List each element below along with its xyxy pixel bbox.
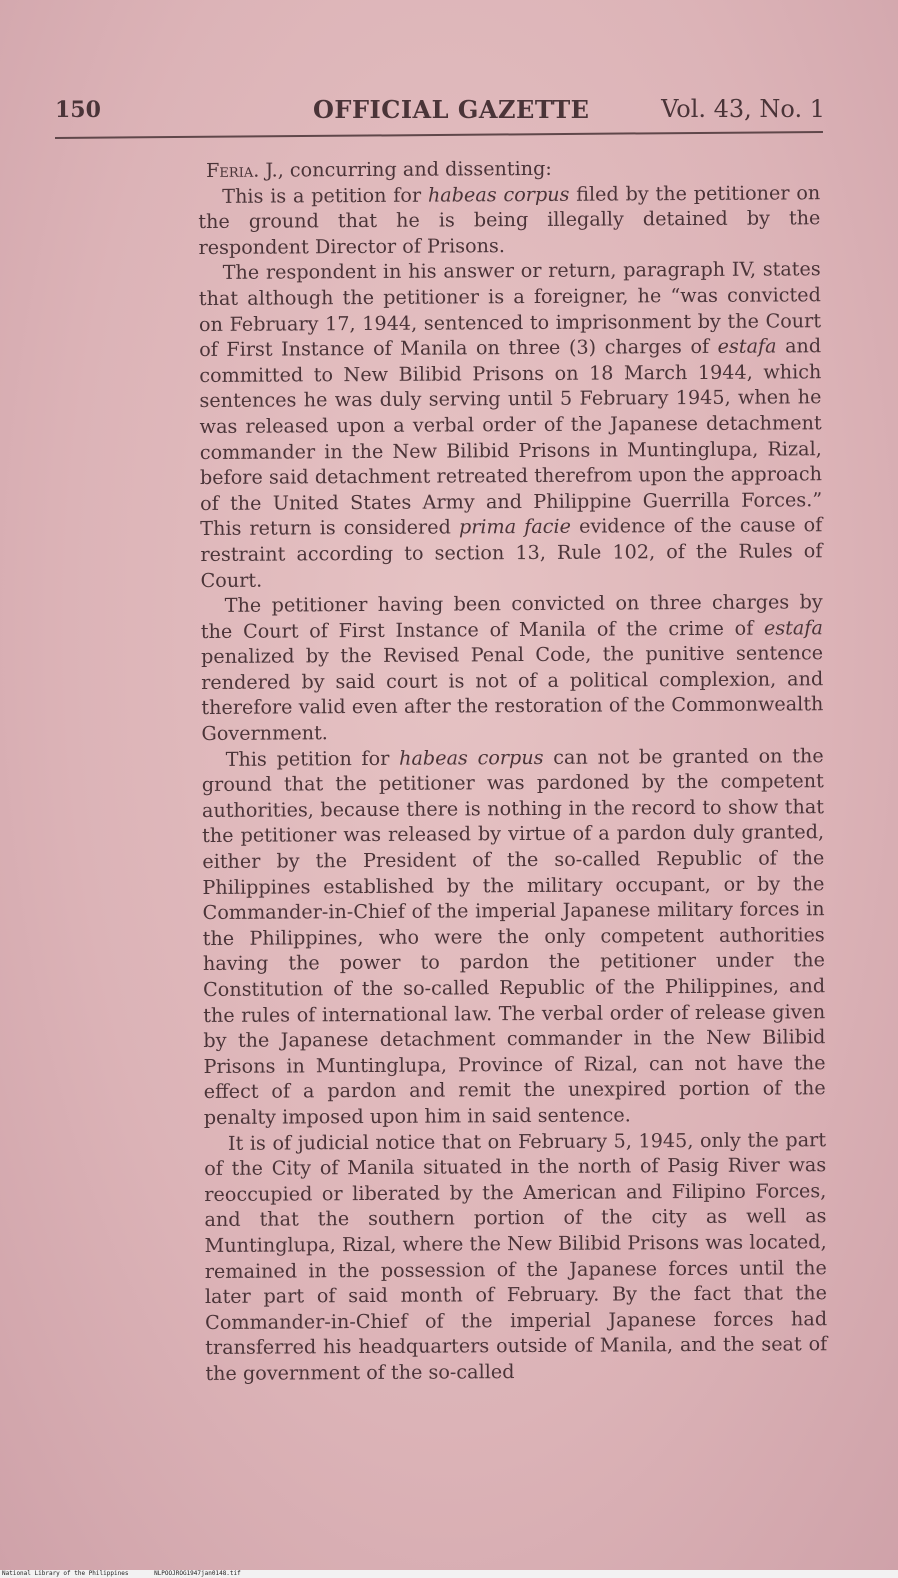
justice-name: Feria	[206, 158, 254, 182]
paragraph	[199, 257, 823, 594]
italic-term: prima facie	[458, 515, 572, 539]
text-run: and committed to New Bilibid Prisons on 18 March 1944, which sentences he was duly serving until 5 February 1945, when he was released upon a verbal order of the Japanese detachment commander in the New Bilibid Prisons in Muntinglupa, Rizal, before said detachment retreated therefrom upon the approach of the United States Army and Philippine Guerrilla Forces.” This return is considered	[199, 334, 823, 541]
page-number: 150	[55, 97, 101, 123]
text-run: filed by the petitioner on the ground that he is being illegally detained by the respondent Director of Prisons.	[198, 180, 821, 259]
volume-info: Vol. 43, No. 1	[661, 95, 825, 123]
opinion-body	[198, 154, 827, 1386]
opinion-heading	[198, 154, 820, 183]
text-run: evidence of the cause of restraint according to section 13, Rule 102, of the Rules of Court.	[200, 513, 823, 592]
text-run: The respondent in his answer or return, paragraph IV, states that although the petitioner is a foreigner, he “was convicted on February 17, 1944, sentenced to imprisonment by the Court of First Instance of Manila on three (3) charges of	[198, 257, 822, 362]
text-run: can not be granted on the ground that the petitioner was pardoned by the competent authorities, because there is nothing in the record to show that the petitioner was released by virtue of a pardon duly granted, either by the President of the so-called Republic of the Philippines established by the military occupant, or by the Commander-in-Chief of the imperial Japanese military forces in the Philippines, who were the only competent authorities having the power to pardon the petitioner under the Constitution of the so-called Republic of the Philippines, and the rules of international law. The verbal order of release given by the Japanese detachment commander in the New Bilibid Prisons in Muntinglupa, Province of Rizal, can not have the effect of a pardon and remit the unexpired portion of the penalty imposed upon him in said sentence.	[201, 743, 826, 1129]
text-run: penalized by the Revised Penal Code, the punitive sentence rendered by said court is not of a political complexion, and therefore valid even after the restoration of the Commonwealth Government.	[200, 641, 824, 746]
library-credit: National Library of the Philippines	[2, 1570, 129, 1577]
paragraph	[204, 1127, 828, 1387]
opinion-type: . J., concurring and dissenting:	[253, 156, 552, 182]
italic-term: habeas corpus	[399, 745, 544, 770]
italic-term: estafa	[763, 615, 823, 640]
text-run: This petition for	[225, 746, 400, 771]
paragraph-list	[198, 180, 827, 1387]
paragraph	[198, 180, 820, 261]
scan-filename: NLPOOJROG1947jan0148.tif	[154, 1570, 241, 1577]
scan-footer	[0, 1570, 898, 1578]
text-run: The petitioner having been convicted on three charges by the Court of First Instance of Manila of the crime of	[200, 590, 823, 643]
paragraph	[202, 743, 826, 1131]
text-run: This is a petition for	[222, 183, 428, 208]
paragraph	[201, 589, 824, 746]
italic-term: habeas corpus	[427, 182, 570, 207]
publication-title: OFFICIAL GAZETTE	[313, 95, 590, 124]
italic-term: estafa	[717, 334, 777, 358]
text-run: It is of judicial notice that on February 5, 1945, only the part of the City of Manila situated in the north of Pasig River was reoccupied or liberated by the American and Filipino Forces, and that the southern portion of the city as well as Muntinglupa, Rizal, where the New Bilibid Prisons was located, remained in the possession of the Japanese forces until the later part of said month of February. By the fact that the Commander-in-Chief of the imperial Japanese forces had transferred his headquarters outside of Manila, and the seat of the government of the so-called	[204, 1127, 828, 1385]
page-header	[55, 95, 825, 135]
